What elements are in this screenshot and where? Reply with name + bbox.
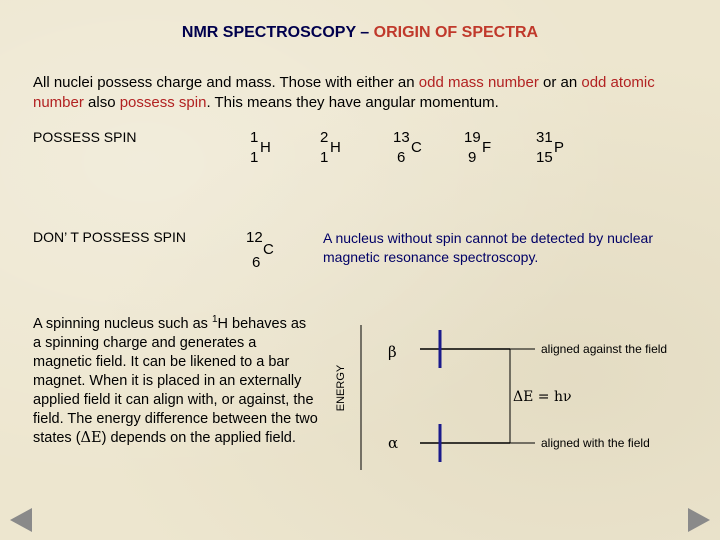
nuclide-symbol: F [482, 139, 492, 156]
no-spin-label: DON’ T POSSESS SPIN [33, 229, 187, 245]
nuclide-mass: 2 [320, 129, 329, 146]
spin-text-3: ) depends on the applied field. [101, 429, 296, 446]
nuclide-symbol: P [554, 139, 565, 156]
nuclide-mass: 12 [246, 229, 263, 246]
title-part-1: NMR SPECTROSCOPY – [181, 24, 374, 41]
possess-spin-label: POSSESS SPIN [33, 129, 137, 145]
title-part-2: ORIGIN OF SPECTRA [373, 24, 539, 41]
nuclide-symbol: C [411, 139, 422, 156]
alpha-label: α [388, 434, 399, 452]
triangle-left-icon[interactable] [10, 508, 32, 532]
nuclide-mass: 13 [393, 129, 410, 146]
with-field-label: aligned with the field [541, 436, 650, 450]
nuclide-symbol: C [263, 241, 274, 258]
nuclide-atomic: 6 [252, 254, 261, 271]
intro-highlight-possess-spin: possess spin [119, 94, 207, 111]
nuclide-mass: 19 [464, 129, 481, 146]
nuclide-atomic: 6 [397, 149, 406, 166]
intro-highlight-odd-mass: odd mass number [418, 74, 539, 91]
intro-highlight-odd-atomic: odd atomic number [33, 74, 655, 111]
nuclide-atomic: 9 [468, 149, 477, 166]
intro-text-2: or an [538, 74, 582, 91]
spin-text-1: A spinning nucleus such as [33, 315, 212, 332]
triangle-right-icon[interactable] [688, 508, 710, 532]
intro-text-4: . This means they have angular momentum. [206, 94, 499, 111]
no-spin-note: A nucleus without spin cannot be detected by nuclear magnetic resonance spectroscopy. [323, 230, 653, 265]
spin-delta-e: ΔE [80, 429, 102, 446]
nuclide-mass: 1 [250, 129, 259, 146]
intro-text-1: All nuclei possess charge and mass. Those with either an [33, 74, 419, 91]
nuclide-mass: 31 [536, 129, 553, 146]
nuclide-atomic: 1 [250, 149, 259, 166]
spin-text-2: H behaves as a spinning charge and generates a magnetic field. It can be likened to a bar magnet. When it is placed in an externally applied field it can align with, or against, the field. The energy difference between the two states ( [33, 315, 318, 446]
nuclide-symbol: H [260, 139, 271, 156]
intro-text-3: also [83, 94, 120, 111]
nuclide-atomic: 15 [536, 149, 553, 166]
against-field-label: aligned against the field [541, 342, 668, 356]
nuclide-symbol: H [330, 139, 341, 156]
energy-gap-label: ΔE = hν [513, 389, 572, 405]
spin-superscript: 1 [211, 314, 218, 325]
beta-label: β [388, 343, 397, 361]
energy-axis-label: ENERGY [335, 364, 348, 412]
nuclide-atomic: 1 [320, 149, 329, 166]
